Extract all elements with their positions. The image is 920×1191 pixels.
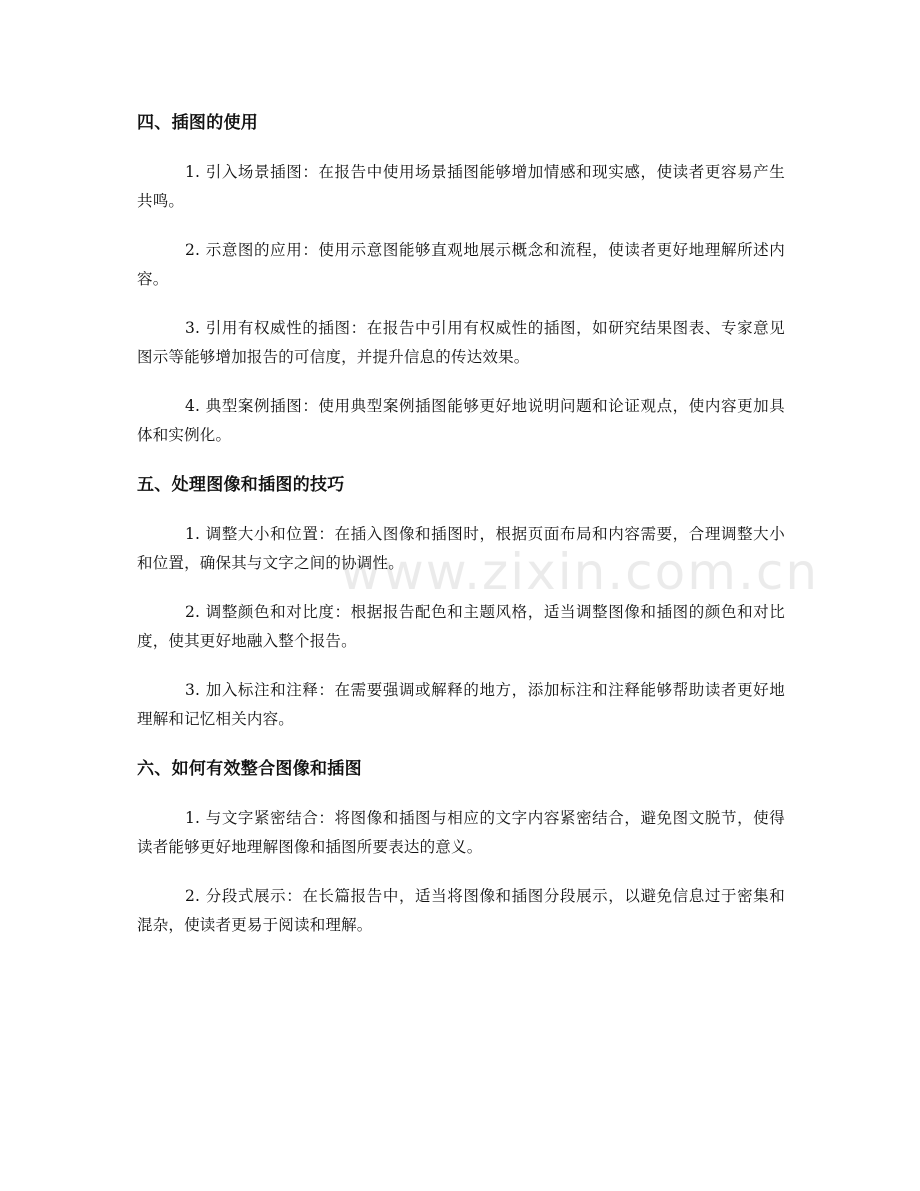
section-heading: 六、如何有效整合图像和插图 (137, 759, 362, 779)
paragraph: 3. 加入标注和注释：在需要强调或解释的地方，添加标注和注释能够帮助读者更好地理解和记忆相关内容。 (137, 681, 785, 728)
paragraph: 3. 引用有权威性的插图：在报告中引用有权威性的插图，如研究结果图表、专家意见图示等能够增加报告的可信度，并提升信息的传达效果。 (137, 319, 785, 366)
paragraph: 1. 调整大小和位置：在插入图像和插图时，根据页面布局和内容需要，合理调整大小和位置，确保其与文字之间的协调性。 (137, 525, 785, 572)
section-illustration-usage (137, 108, 785, 450)
document-body (137, 108, 785, 960)
paragraph: 4. 典型案例插图：使用典型案例插图能够更好地说明问题和论证观点，使内容更加具体和实例化。 (137, 397, 785, 444)
section-image-techniques (137, 470, 785, 734)
section-integration (137, 754, 785, 940)
section-heading: 四、插图的使用 (137, 113, 259, 133)
paragraph: 1. 与文字紧密结合：将图像和插图与相应的文字内容紧密结合，避免图文脱节，使得读者能够更好地理解图像和插图所要表达的意义。 (137, 809, 785, 856)
paragraph: 2. 分段式展示：在长篇报告中，适当将图像和插图分段展示，以避免信息过于密集和混杂，使读者更易于阅读和理解。 (137, 887, 785, 934)
paragraph: 2. 示意图的应用：使用示意图能够直观地展示概念和流程，使读者更好地理解所述内容。 (137, 241, 785, 288)
section-heading: 五、处理图像和插图的技巧 (137, 475, 345, 495)
watermark: www.zixin.com.cn (340, 543, 820, 601)
paragraph: 1. 引入场景插图：在报告中使用场景插图能够增加情感和现实感，使读者更容易产生共鸣。 (137, 163, 785, 210)
paragraph: 2. 调整颜色和对比度：根据报告配色和主题风格，适当调整图像和插图的颜色和对比度，使其更好地融入整个报告。 (137, 603, 785, 650)
